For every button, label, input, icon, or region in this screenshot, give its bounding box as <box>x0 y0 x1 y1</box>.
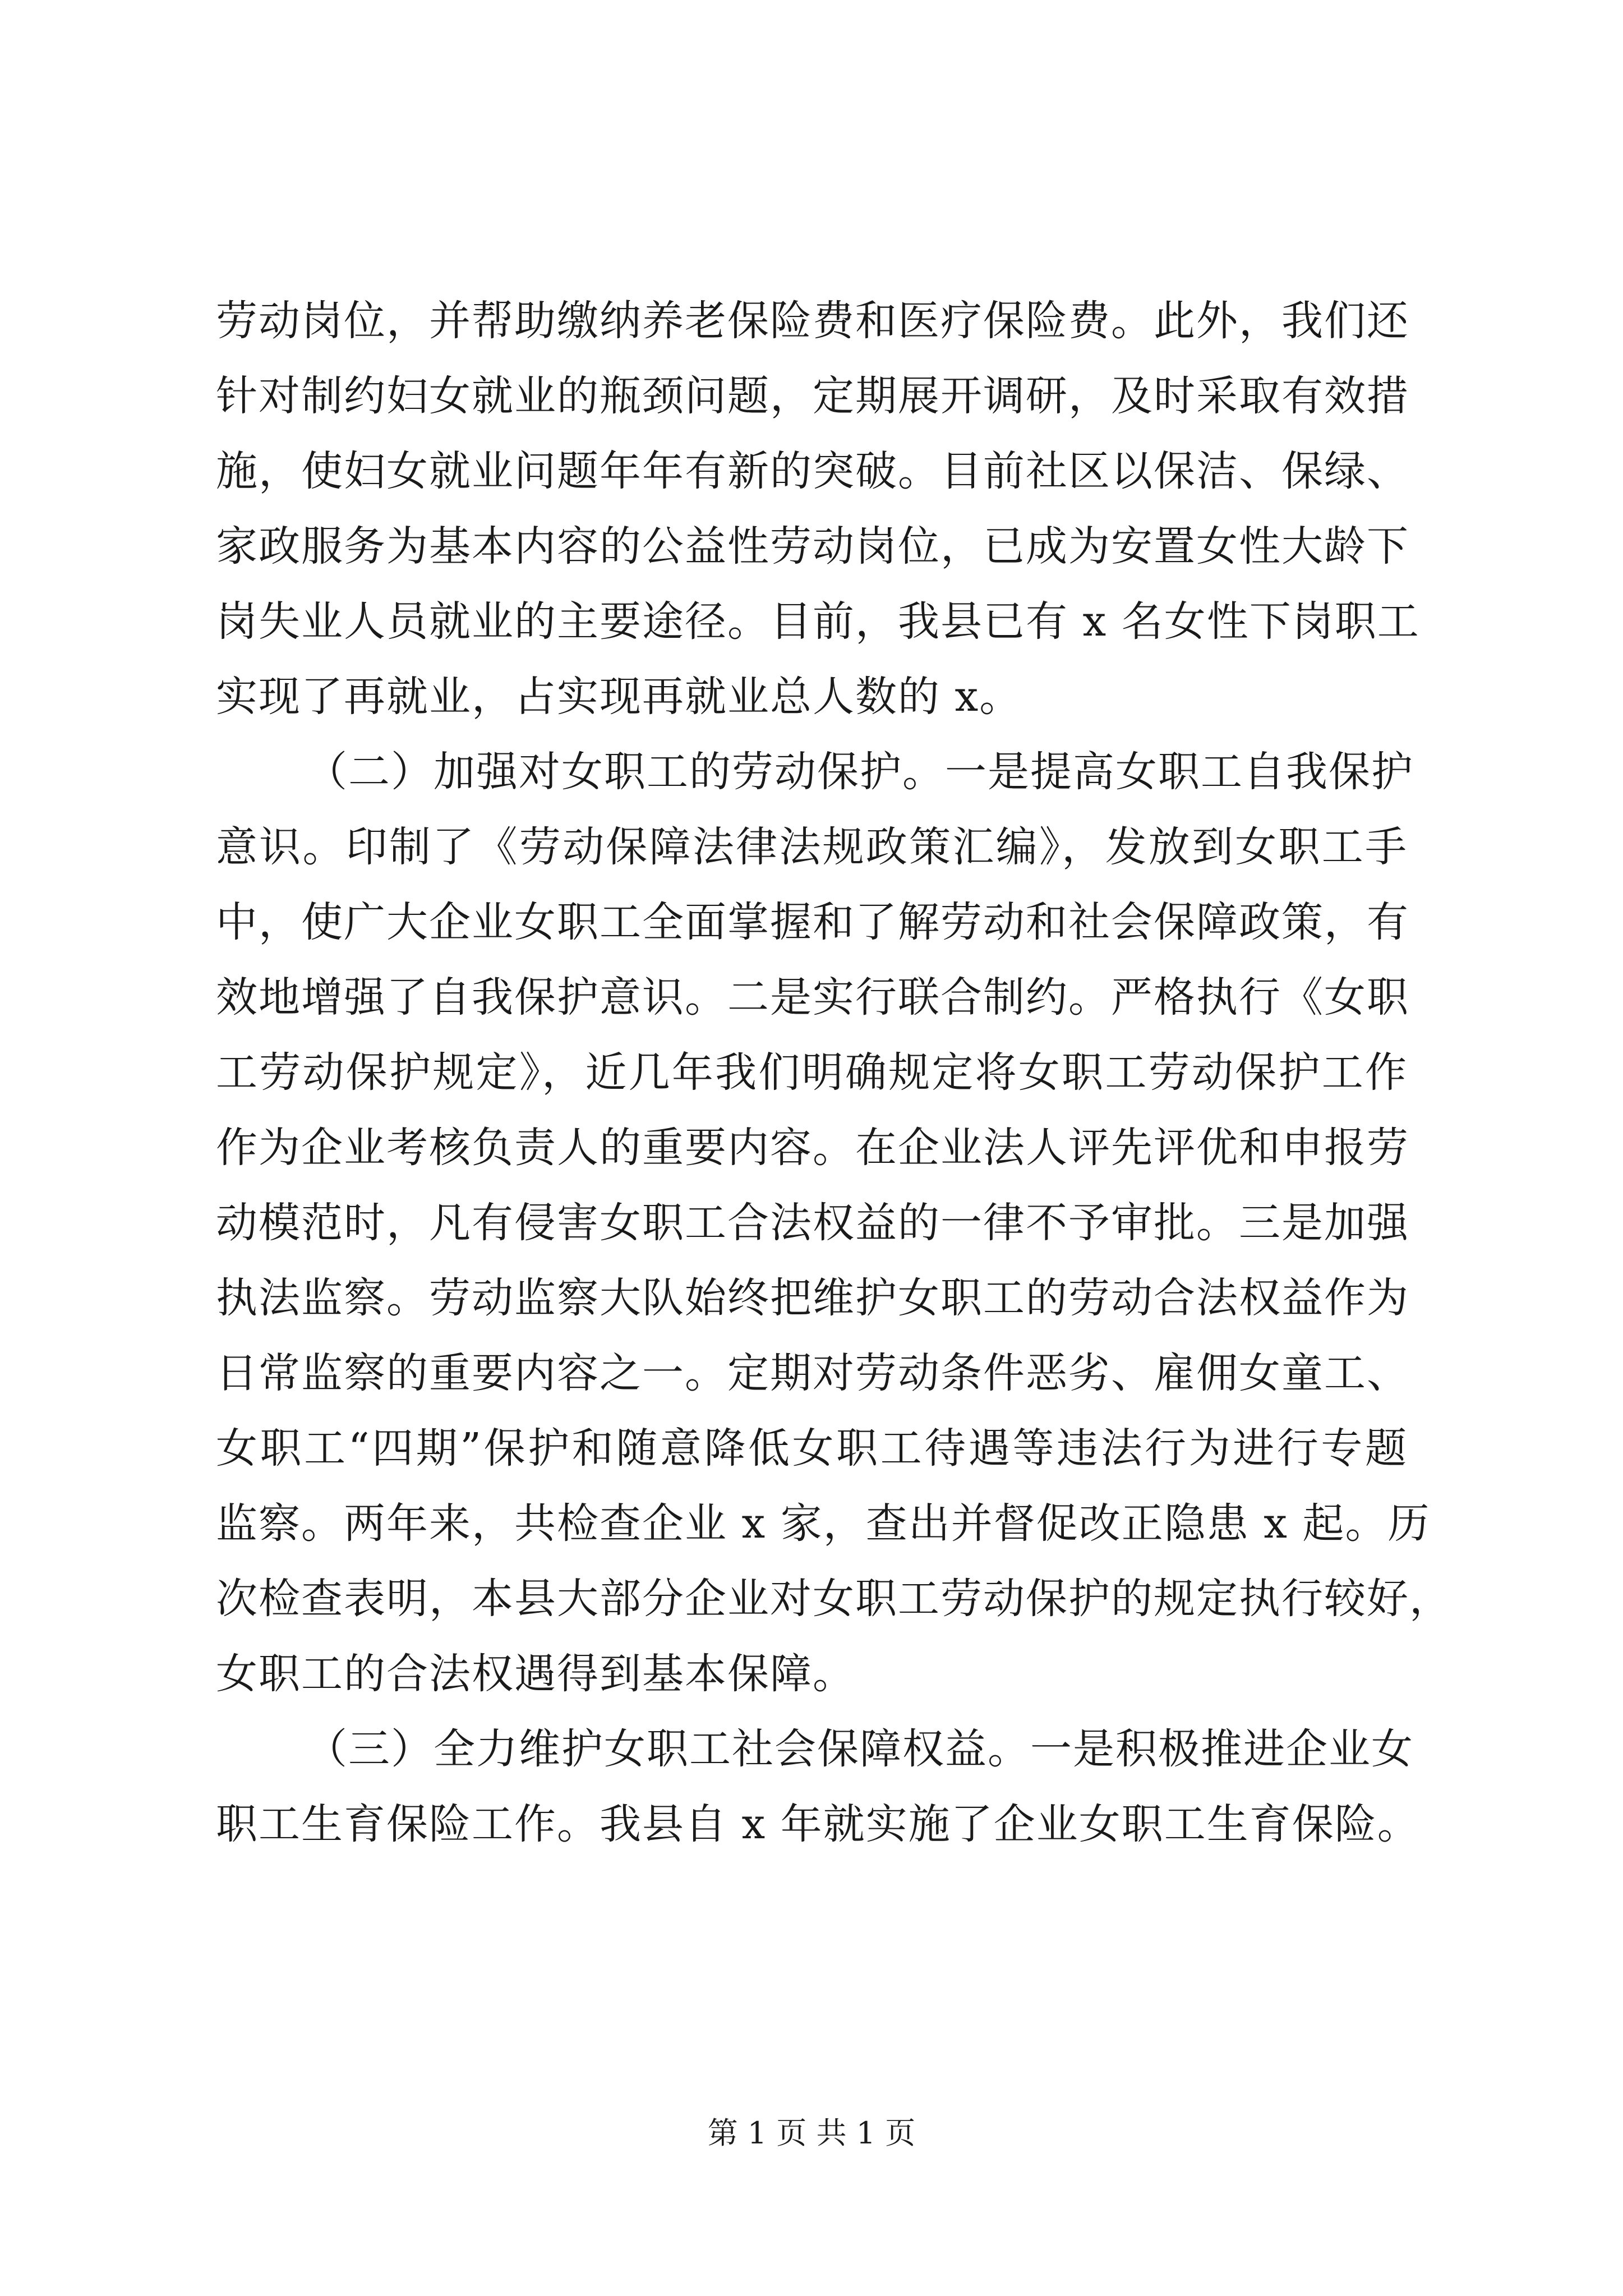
text-line: 作为企业考核负责人的重要内容。在企业法人评先评优和申报劳 <box>216 1124 1409 1172</box>
text-line: 施，使妇女就业问题年年有新的突破。目前社区以保洁、保绿、 <box>216 447 1409 495</box>
text-line: 劳动岗位，并帮助缴纳养老保险费和医疗保险费。此外，我们还 <box>216 297 1409 345</box>
text-line: 女职工“四期”保护和随意降低女职工待遇等违法行为进行专题 <box>216 1424 1408 1473</box>
text-line: 动模范时，凡有侵害女职工合法权益的一律不予审批。三是加强 <box>216 1199 1409 1247</box>
text-line: 执法监察。劳动监察大队始终把维护女职工的劳动合法权益作为 <box>216 1274 1409 1322</box>
text-line: 效地增强了自我保护意识。二是实行联合制约。严格执行《女职 <box>216 973 1409 1022</box>
text-line: 针对制约妇女就业的瓶颈问题，定期展开调研，及时采取有效措 <box>216 372 1409 420</box>
text-line: 意识。印制了《劳动保障法律法规政策汇编》，发放到女职工手 <box>216 823 1408 871</box>
text-line: 职工生育保险工作。我县自 x 年就实施了企业女职工生育保险。 <box>216 1800 1420 1848</box>
text-line: 中，使广大企业女职工全面掌握和了解劳动和社会保障政策，有 <box>216 898 1409 946</box>
text-line: 实现了再就业，占实现再就业总人数的 x。 <box>216 673 1022 721</box>
text-line: 工劳动保护规定》，近几年我们明确规定将女职工劳动保护工作 <box>216 1048 1408 1097</box>
text-line: 次检查表明，本县大部分企业对女职工劳动保护的规定执行较好， <box>216 1575 1452 1623</box>
text-line: （三）全力维护女职工社会保障权益。一是积极推进企业女 <box>306 1725 1414 1773</box>
page-footer: 第 1 页 共 1 页 <box>707 2115 916 2151</box>
text-line: 日常监察的重要内容之一。定期对劳动条件恶劣、雇佣女童工、 <box>216 1349 1409 1397</box>
text-line: 家政服务为基本内容的公益性劳动岗位，已成为安置女性大龄下 <box>216 522 1409 570</box>
document-body <box>216 283 1452 1862</box>
text-line: 岗失业人员就业的主要途径。目前，我县已有 x 名女性下岗职工 <box>216 597 1420 646</box>
text-line: 监察。两年来，共检查企业 x 家，查出并督促改正隐患 x 起。历 <box>216 1499 1431 1548</box>
text-line: 女职工的合法权遇得到基本保障。 <box>216 1650 855 1698</box>
text-line: （二）加强对女职工的劳动保护。一是提高女职工自我保护 <box>306 748 1414 796</box>
